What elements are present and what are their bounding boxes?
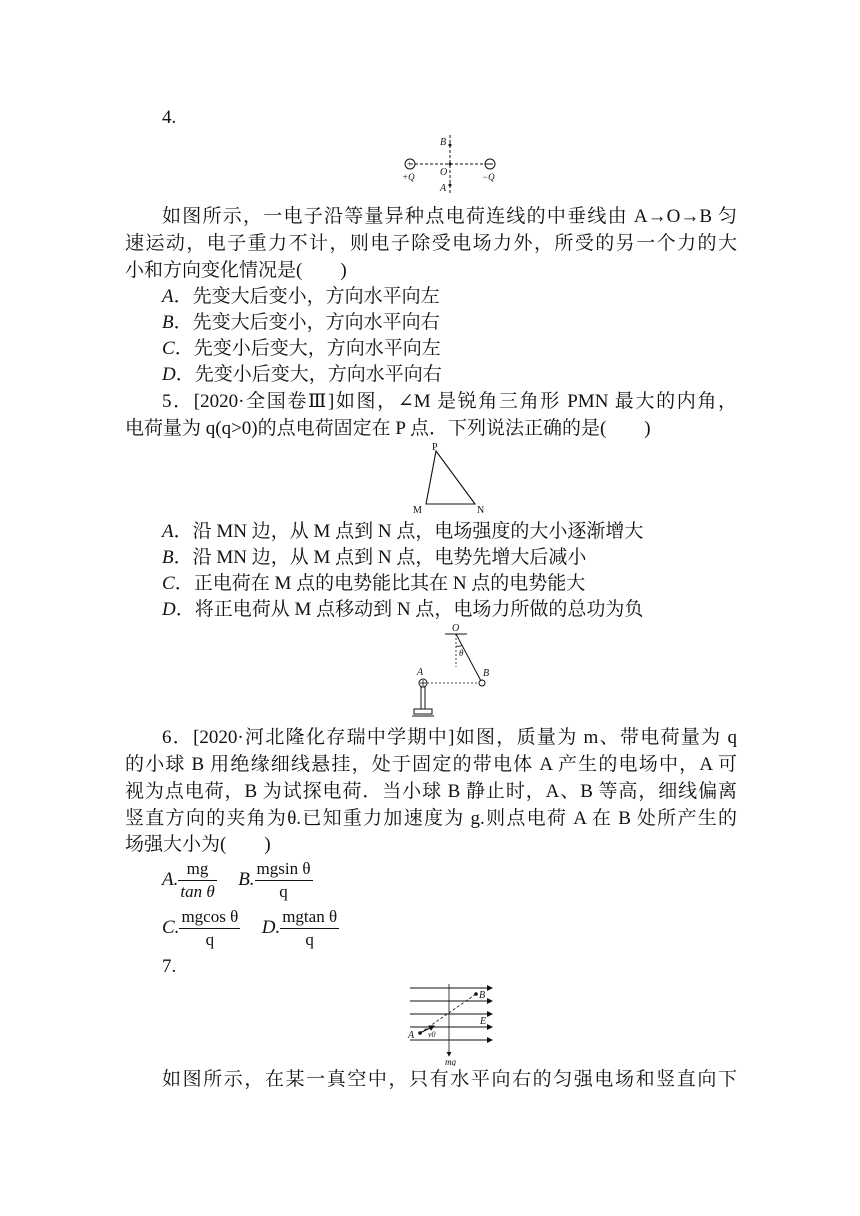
q6-pendulum-figure: [405, 622, 495, 720]
q7-label-e: E: [480, 1016, 487, 1027]
q5-option-d: D．将正电荷从 M 点移动到 N 点，电场力所做的总功为负: [162, 599, 644, 620]
q4-option-a: A．先变大后变小，方向水平向左: [162, 286, 440, 307]
q4-label-plusq: +Q: [402, 172, 415, 182]
q4-stem-3: 小和方向变化情况是( ): [125, 260, 347, 281]
q6-label-a: A: [417, 667, 424, 678]
q7-label-a: A: [408, 1030, 415, 1041]
q6-stem-3: 视为点电荷，B 为试探电荷．当小球 B 静止时，A、B 等高，细线偏离: [125, 781, 737, 802]
q4-stem-2: 速运动，电子重力不计，则电子除受电场力外，所受的另一个力的大: [125, 233, 737, 254]
q7-label-b: B: [479, 990, 486, 1001]
q6-stem-1: 6．[2020·河北隆化存瑞中学期中]如图，质量为 m、带电荷量为 q: [162, 727, 737, 748]
q6-option-c: C. $\frac{\text{mgcos θ}}{q}$ D. $\frac{\text{mgtan θ}}{q}$: [162, 907, 338, 949]
q6-stem-2: 的小球 B 用绝缘细线悬挂，处于固定的带电体 A 产生的电场中，A 可: [125, 754, 737, 775]
q4-option-b: B．先变大后变小，方向水平向右: [162, 312, 440, 333]
q6-label-b: B: [483, 668, 490, 679]
q7-stem-1: 如图所示，在某一真空中，只有水平向右的匀强电场和竖直向下: [162, 1069, 737, 1090]
q4-label-b: B: [440, 137, 447, 148]
q4-stem-1: 如图所示，一电子沿等量异种点电荷连线的中垂线由 A→O→B 匀: [162, 206, 737, 227]
q6-option-a: A. $\frac{mg}{\text{tan θ}}$ B. $\frac{\text{mgsin θ}}{q}$: [162, 859, 311, 901]
q5-label-p: P: [432, 442, 438, 453]
q4-label-minusq: −Q: [482, 172, 495, 182]
q5-option-c: C．正电荷在 M 点的电势能比其在 N 点的电势能大: [162, 573, 586, 594]
q6-label-theta: θ: [459, 648, 464, 658]
q7-label-v0: v0: [428, 1030, 436, 1039]
q7-number: 7.: [162, 956, 177, 977]
q5-option-b: B．沿 MN 边，从 M 点到 N 点，电势先增大后减小: [162, 547, 587, 568]
q4-number: 4.: [162, 107, 177, 128]
q4-label-o: O: [440, 167, 448, 178]
q5-option-a: A．沿 MN 边，从 M 点到 N 点，电场强度的大小逐渐增大: [162, 521, 644, 542]
q7-field-figure: [400, 982, 500, 1066]
q6-stem-5: 场强大小为( ): [125, 834, 271, 855]
q5-stem-2: 电荷量为 q(q>0)的点电荷固定在 P 点．下列说法正确的是( ): [125, 418, 651, 439]
q6-stem-4: 竖直方向的夹角为θ.已知重力加速度为 g.则点电荷 A 在 B 处所产生的: [125, 808, 737, 829]
q5-label-n: N: [477, 505, 485, 516]
q5-triangle-figure: [408, 441, 488, 517]
svg-text:+: +: [407, 159, 413, 169]
q5-stem-1: 5．[2020·全国卷Ⅲ]如图，∠M 是锐角三角形 PMN 最大的内角，: [162, 391, 737, 412]
q4-option-d: D．先变小后变大，方向水平向右: [162, 364, 442, 385]
q4-figure: [398, 133, 508, 199]
q6-label-o: O: [452, 623, 460, 634]
q7-label-mg: mg: [445, 1057, 456, 1066]
q4-option-c: C．先变小后变大，方向水平向左: [162, 338, 441, 359]
q4-label-a: A: [440, 183, 447, 194]
q5-label-m: M: [413, 505, 422, 516]
